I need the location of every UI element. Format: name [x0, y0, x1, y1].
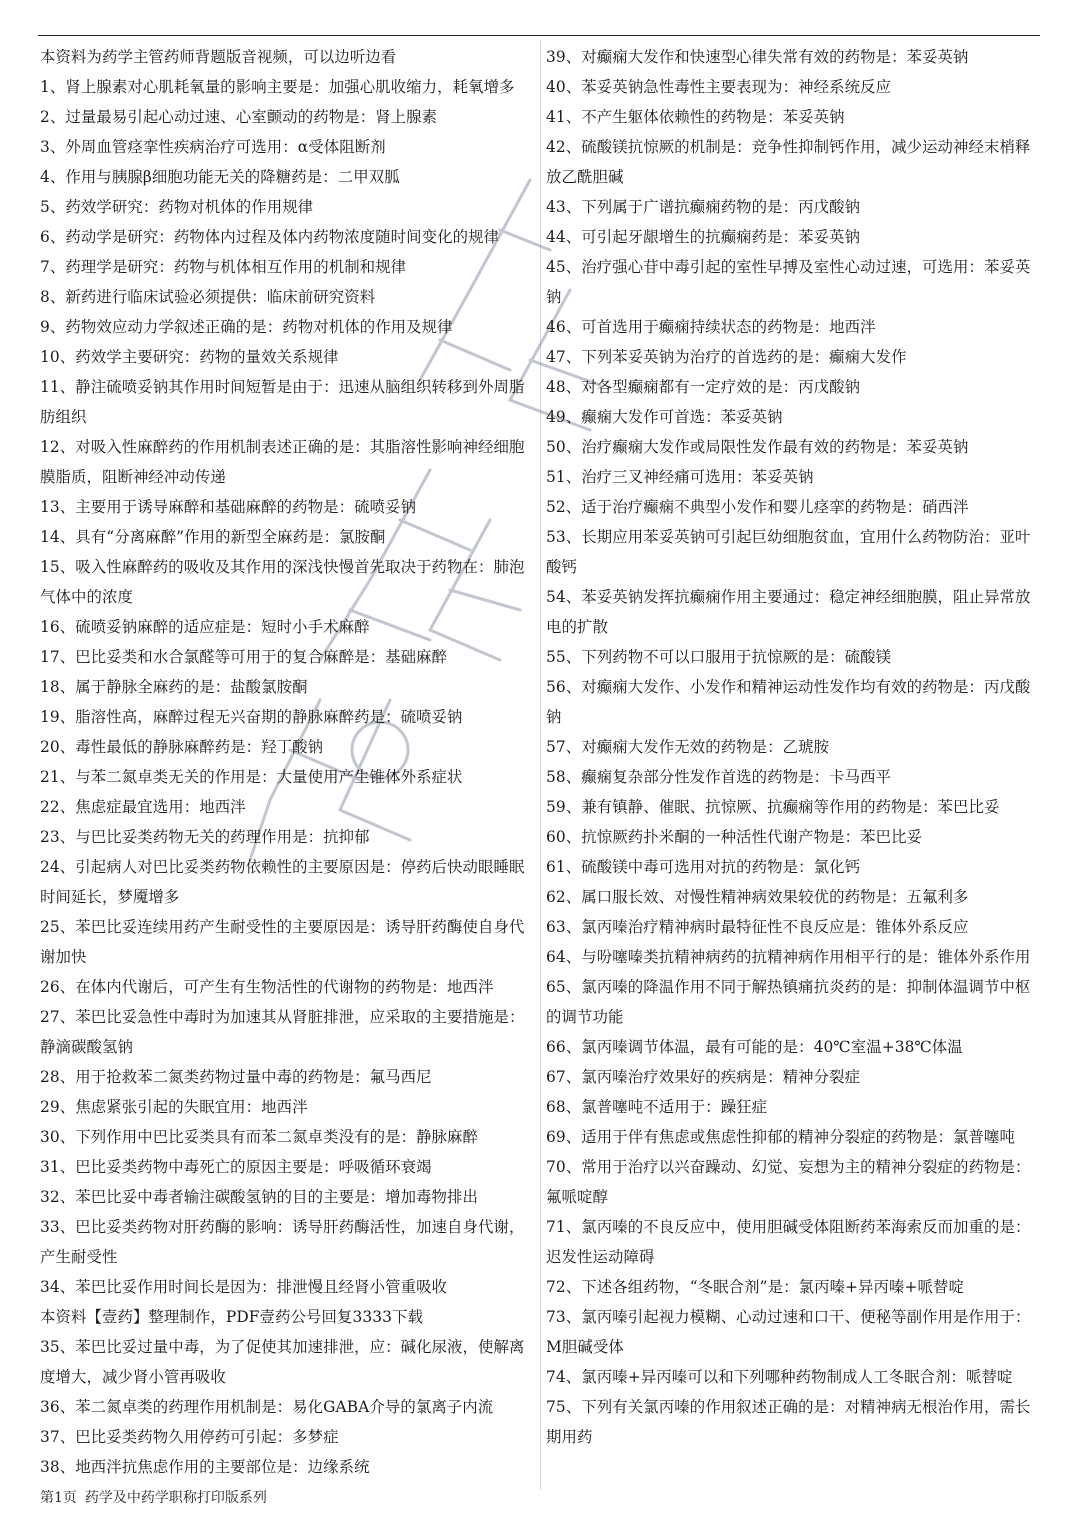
- question-line: 31、巴比妥类药物中毒死亡的原因主要是：呼吸循环衰竭: [40, 1158, 432, 1176]
- question-line: 33、巴比妥类药物对肝药酶的影响：诱导肝药酶活性，加速自身代谢，产生耐受性: [40, 1218, 525, 1266]
- question-line: 27、苯巴比妥急性中毒时为加速其从肾脏排泄，应采取的主要措施是：静滴碳酸氢钠: [40, 1008, 525, 1056]
- question-line: 74、氯丙嗪+异丙嗪可以和下列哪种药物制成人工冬眠合剂：哌替啶: [546, 1368, 1013, 1386]
- question-line: 15、吸入性麻醉药的吸收及其作用的深浅快慢首先取决于药物在：肺泡气体中的浓度: [40, 558, 525, 606]
- question-line: 48、对各型癫痫都有一定疗效的是：丙戊酸钠: [546, 378, 861, 396]
- question-line: 61、硫酸镁中毒可选用对抗的药物是：氯化钙: [546, 858, 861, 876]
- question-line: 52、适于治疗癫痫不典型小发作和婴儿痉挛的药物是：硝西泮: [546, 498, 969, 516]
- column-divider: [540, 40, 541, 1490]
- question-line: 67、氯丙嗪治疗效果好的疾病是：精神分裂症: [546, 1068, 861, 1086]
- question-line: 10、药效学主要研究：药物的量效关系规律: [40, 348, 339, 366]
- question-line: 37、巴比妥类药物久用停药可引起：多梦症: [40, 1428, 339, 1446]
- question-line: 29、焦虑紧张引起的失眠宜用：地西泮: [40, 1098, 308, 1116]
- question-line: 59、兼有镇静、催眠、抗惊厥、抗癫痫等作用的药物是：苯巴比妥: [546, 798, 1000, 816]
- left-column: [40, 42, 536, 1482]
- question-line: 41、不产生躯体依赖性的药物是：苯妥英钠: [546, 108, 845, 126]
- page-footer: [40, 1488, 267, 1508]
- question-line: 18、属于静脉全麻药的是：盐酸氯胺酮: [40, 678, 308, 696]
- question-line: 50、治疗癫痫大发作或局限性发作最有效的药物是：苯妥英钠: [546, 438, 969, 456]
- question-line: 32、苯巴比妥中毒者输注碳酸氢钠的目的主要是：增加毒物排出: [40, 1188, 479, 1206]
- question-line: 65、氯丙嗪的降温作用不同于解热镇痛抗炎药的是：抑制体温调节中枢的调节功能: [546, 978, 1031, 1026]
- question-line: 72、下述各组药物，“冬眠合剂”是：氯丙嗪+异丙嗪+哌替啶: [546, 1278, 964, 1296]
- question-line: 49、癫痫大发作可首选：苯妥英钠: [546, 408, 783, 426]
- question-line: 55、下列药物不可以口服用于抗惊厥的是：硫酸镁: [546, 648, 892, 666]
- question-line: 43、下列属于广谱抗癫痫药物的是：丙戊酸钠: [546, 198, 861, 216]
- question-line: 12、对吸入性麻醉药的作用机制表述正确的是：其脂溶性影响神经细胞膜脂质，阻断神经冲动传递: [40, 438, 525, 486]
- question-line: 53、长期应用苯妥英钠可引起巨幼细胞贫血，宜用什么药物防治：亚叶酸钙: [546, 528, 1031, 576]
- question-line: 本资料为药学主管药师背题版音视频，可以边听边看: [40, 48, 397, 66]
- question-line: 69、适用于伴有焦虑或焦虑性抑郁的精神分裂症的药物是：氯普噻吨: [546, 1128, 1016, 1146]
- question-line: 11、静注硫喷妥钠其作用时间短暂是由于：迅速从脑组织转移到外周脂肪组织: [40, 378, 525, 426]
- question-line: 25、苯巴比妥连续用药产生耐受性的主要原因是：诱导肝药酶使自身代谢加快: [40, 918, 525, 966]
- question-line: 38、地西泮抗焦虑作用的主要部位是：边缘系统: [40, 1458, 370, 1476]
- question-line: 19、脂溶性高，麻醉过程无兴奋期的静脉麻醉药是：硫喷妥钠: [40, 708, 463, 726]
- question-line: 34、苯巴比妥作用时间长是因为：排泄慢且经肾小管重吸收: [40, 1278, 448, 1296]
- question-line: 13、主要用于诱导麻醉和基础麻醉的药物是：硫喷妥钠: [40, 498, 417, 516]
- question-line: 44、可引起牙龈增生的抗癫痫药是：苯妥英钠: [546, 228, 861, 246]
- question-line: 45、治疗强心苷中毒引起的室性早搏及室性心动过速，可选用：苯妥英钠: [546, 258, 1031, 306]
- right-column: [546, 42, 1040, 1452]
- question-line: 75、下列有关氯丙嗪的作用叙述正确的是：对精神病无根治作用，需长期用药: [546, 1398, 1031, 1446]
- question-line: 30、下列作用中巴比妥类具有而苯二氮卓类没有的是：静脉麻醉: [40, 1128, 479, 1146]
- question-line: 56、对癫痫大发作、小发作和精神运动性发作均有效的药物是：丙戊酸钠: [546, 678, 1031, 726]
- question-line: 20、毒性最低的静脉麻醉药是：羟丁酸钠: [40, 738, 324, 756]
- question-line: 7、药理学是研究：药物与机体相互作用的机制和规律: [40, 258, 407, 276]
- question-line: 57、对癫痫大发作无效的药物是：乙琥胺: [546, 738, 830, 756]
- question-line: 66、氯丙嗪调节体温，最有可能的是：40℃室温+38℃体温: [546, 1038, 963, 1056]
- question-line: 71、氯丙嗪的不良反应中，使用胆碱受体阻断药苯海索反而加重的是：迟发性运动障碍: [546, 1218, 1031, 1266]
- question-line: 14、具有“分离麻醉”作用的新型全麻药是：氯胺酮: [40, 528, 386, 546]
- question-line: 17、巴比妥类和水合氯醛等可用于的复合麻醉是：基础麻醉: [40, 648, 448, 666]
- question-line: 6、药动学是研究：药物体内过程及体内药物浓度随时间变化的规律: [40, 228, 500, 246]
- question-line: 39、对癫痫大发作和快速型心律失常有效的药物是：苯妥英钠: [546, 48, 969, 66]
- question-line: 63、氯丙嗪治疗精神病时最特征性不良反应是：锥体外系反应: [546, 918, 969, 936]
- question-line: 26、在体内代谢后，可产生有生物活性的代谢物的药物是：地西泮: [40, 978, 494, 996]
- question-line: 8、新药进行临床试验必须提供：临床前研究资料: [40, 288, 376, 306]
- question-line: 35、苯巴比妥过量中毒，为了促使其加速排泄，应：碱化尿液，使解离度增大，减少肾小管再吸收: [40, 1338, 525, 1386]
- question-line: 24、引起病人对巴比妥类药物依赖性的主要原因是：停药后快动眼睡眠时间延长，梦魇增多: [40, 858, 525, 906]
- page-number: 第1页: [40, 1490, 77, 1506]
- question-line: 70、常用于治疗以兴奋躁动、幻觉、妄想为主的精神分裂症的药物是：氟哌啶醇: [546, 1158, 1031, 1206]
- question-line: 54、苯妥英钠发挥抗癫痫作用主要通过：稳定神经细胞膜，阻止异常放电的扩散: [546, 588, 1031, 636]
- question-line: 73、氯丙嗪引起视力模糊、心动过速和口干、便秘等副作用是作用于：M胆碱受体: [546, 1308, 1031, 1356]
- question-line: 23、与巴比妥类药物无关的药理作用是：抗抑郁: [40, 828, 370, 846]
- question-line: 36、苯二氮卓类的药理作用机制是：易化GABA介导的氯离子内流: [40, 1398, 494, 1416]
- question-line: 本资料【壹药】整理制作，PDF壹药公号回复3333下载: [40, 1308, 424, 1326]
- question-line: 2、过量最易引起心动过速、心室颤动的药物是：肾上腺素: [40, 108, 438, 126]
- top-rule: [38, 35, 1040, 36]
- question-line: 60、抗惊厥药扑米酮的一种活性代谢产物是：苯巴比妥: [546, 828, 923, 846]
- series-title: 药学及中药学职称打印版系列: [84, 1490, 267, 1506]
- question-line: 68、氯普噻吨不适用于：躁狂症: [546, 1098, 768, 1116]
- question-line: 3、外周血管痉挛性疾病治疗可选用：α受体阻断剂: [40, 138, 386, 156]
- question-line: 46、可首选用于癫痫持续状态的药物是：地西泮: [546, 318, 876, 336]
- question-line: 4、作用与胰腺β细胞功能无关的降糖药是：二甲双胍: [40, 168, 400, 186]
- question-line: 22、焦虑症最宜选用：地西泮: [40, 798, 246, 816]
- question-line: 64、与吩噻嗪类抗精神病药的抗精神病作用相平行的是：锥体外系作用: [546, 948, 1031, 966]
- question-line: 9、药物效应动力学叙述正确的是：药物对机体的作用及规律: [40, 318, 453, 336]
- question-line: 58、癫痫复杂部分性发作首选的药物是：卡马西平: [546, 768, 892, 786]
- question-line: 51、治疗三叉神经痛可选用：苯妥英钠: [546, 468, 814, 486]
- question-line: 47、下列苯妥英钠为治疗的首选药的是：癫痫大发作: [546, 348, 907, 366]
- question-line: 21、与苯二氮卓类无关的作用是：大量使用产生锥体外系症状: [40, 768, 463, 786]
- question-line: 62、属口服长效、对慢性精神病效果较优的药物是：五氟利多: [546, 888, 969, 906]
- question-line: 5、药效学研究：药物对机体的作用规律: [40, 198, 314, 216]
- question-line: 28、用于抢救苯二氮类药物过量中毒的药物是：氟马西尼: [40, 1068, 432, 1086]
- question-line: 42、硫酸镁抗惊厥的机制是：竞争性抑制钙作用，减少运动神经末梢释放乙酰胆碱: [546, 138, 1031, 186]
- question-line: 16、硫喷妥钠麻醉的适应症是：短时小手术麻醉: [40, 618, 370, 636]
- question-line: 40、苯妥英钠急性毒性主要表现为：神经系统反应: [546, 78, 892, 96]
- question-line: 1、肾上腺素对心肌耗氧量的影响主要是：加强心肌收缩力，耗氧增多: [40, 78, 515, 96]
